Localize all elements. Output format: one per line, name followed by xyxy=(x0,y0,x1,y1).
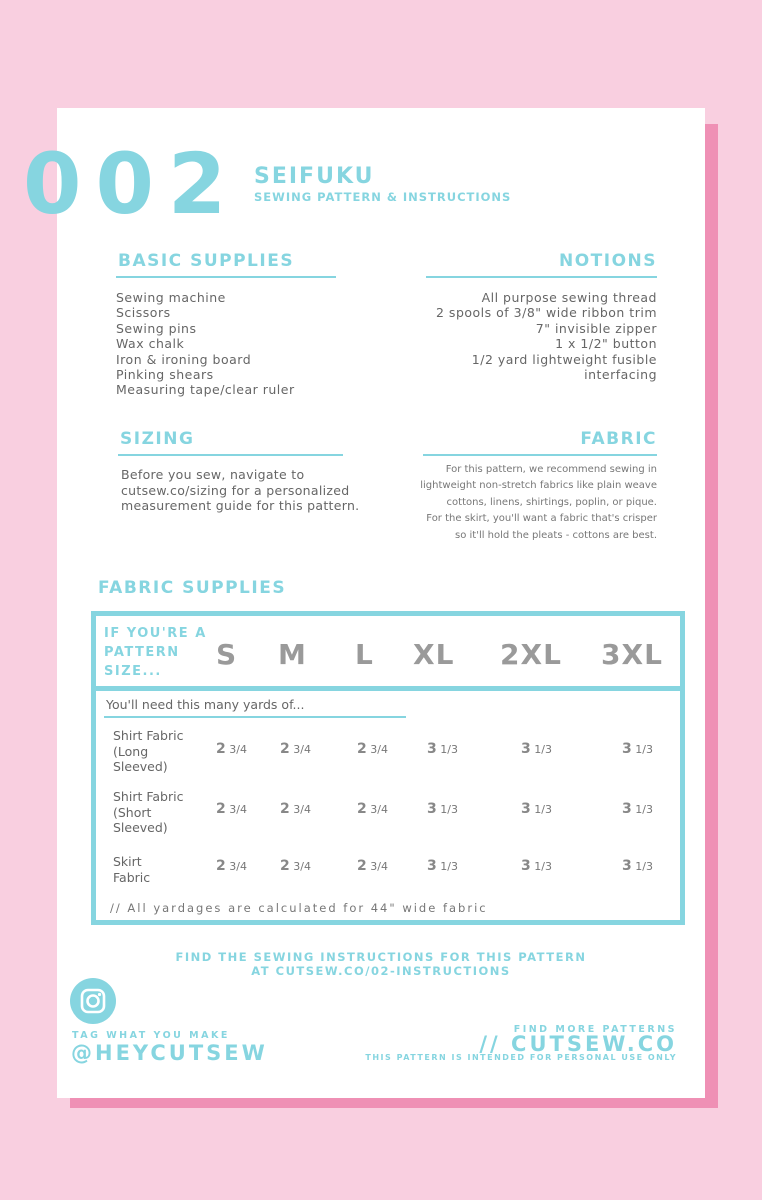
basic-supplies-heading: BASIC SUPPLIES xyxy=(118,251,295,271)
table-divider xyxy=(96,686,680,691)
basic-supplies-rule xyxy=(116,276,336,278)
table-cell: 3 1/3 xyxy=(521,858,552,874)
if-size-label: IF YOU'RE A PATTERN SIZE... xyxy=(104,626,207,679)
table-cell: 2 3/4 xyxy=(216,858,247,874)
table-cell: 3 1/3 xyxy=(427,801,458,817)
sizing-rule xyxy=(118,454,343,456)
list-item: All purpose sewing thread xyxy=(481,290,657,305)
list-item: 1 x 1/2" button xyxy=(555,336,657,352)
size-header: 3XL xyxy=(601,638,663,671)
instagram-glyph xyxy=(70,978,116,1024)
table-cell: 3 1/3 xyxy=(622,801,653,817)
instagram-icon[interactable] xyxy=(70,978,116,1024)
yardage-label: You'll need this many yards of... xyxy=(106,697,305,712)
table-cell: 2 3/4 xyxy=(216,741,247,757)
list-item: Pinking shears xyxy=(116,367,214,383)
personal-use-note: THIS PATTERN IS INTENDED FOR PERSONAL USE ONLY xyxy=(365,1053,677,1062)
table-cell: 2 3/4 xyxy=(280,741,311,757)
pattern-subtitle: SEWING PATTERN & INSTRUCTIONS xyxy=(254,190,512,204)
list-item: 1/2 yard lightweight fusible xyxy=(471,351,657,367)
fabric-supplies-table xyxy=(91,611,685,925)
table-cell: 3 1/3 xyxy=(521,741,552,757)
pattern-number: 002 xyxy=(23,135,241,233)
instructions-line-1: FIND THE SEWING INSTRUCTIONS FOR THIS PATTERN xyxy=(175,950,587,964)
size-header: 2XL xyxy=(500,638,562,671)
table-cell: 2 3/4 xyxy=(280,858,311,874)
fabric-heading: FABRIC xyxy=(580,429,657,449)
table-cell: 3 1/3 xyxy=(427,858,458,874)
instagram-handle[interactable]: @HEYCUTSEW xyxy=(71,1041,268,1065)
notions-heading: NOTIONS xyxy=(558,251,657,271)
list-item: Sewing pins xyxy=(116,320,197,336)
table-cell: 3 1/3 xyxy=(521,801,552,817)
site-link[interactable]: // CUTSEW.CO xyxy=(479,1032,677,1056)
table-cell: 2 3/4 xyxy=(216,801,247,817)
size-header: XL xyxy=(413,638,455,671)
size-header: L xyxy=(355,638,374,671)
table-cell: 3 1/3 xyxy=(622,858,653,874)
size-header: S xyxy=(216,638,238,671)
table-cell: 2 3/4 xyxy=(357,741,388,757)
find-more-text: FIND MORE PATTERNS xyxy=(513,1024,677,1035)
list-item: Scissors xyxy=(116,305,171,321)
table-cell: 3 1/3 xyxy=(622,741,653,757)
sizing-text: Before you sew, navigate to cutsew.co/sizing for a personalized measurement guide for this pattern. xyxy=(121,467,360,513)
table-row-label: Skirt Fabric xyxy=(113,854,151,885)
list-item: Sewing machine xyxy=(116,290,226,305)
tag-text: TAG WHAT YOU MAKE xyxy=(72,1030,230,1041)
list-item: Wax chalk xyxy=(116,336,185,352)
table-cell: 2 3/4 xyxy=(357,858,388,874)
instructions-line-2[interactable]: AT CUTSEW.CO/02-INSTRUCTIONS xyxy=(251,964,511,978)
list-item: interfacing xyxy=(584,367,657,383)
fabric-rule xyxy=(423,454,657,456)
sizing-heading: SIZING xyxy=(120,429,195,449)
pattern-title: SEIFUKU xyxy=(254,164,375,189)
notions-rule xyxy=(426,276,657,278)
table-row-label: Shirt Fabric (Short Sleeved) xyxy=(113,789,184,835)
table-row-label: Shirt Fabric (Long Sleeved) xyxy=(113,728,184,774)
table-cell: 2 3/4 xyxy=(357,801,388,817)
yardage-footnote: // All yardages are calculated for 44" wide fabric xyxy=(110,901,488,915)
table-cell: 2 3/4 xyxy=(280,801,311,817)
list-item: 2 spools of 3/8" wide ribbon trim xyxy=(436,305,657,321)
fabric-supplies-heading: FABRIC SUPPLIES xyxy=(98,578,287,598)
list-item: Iron & ironing board xyxy=(116,351,252,367)
list-item: Measuring tape/clear ruler xyxy=(116,382,295,398)
yardage-rule xyxy=(104,716,406,718)
size-header: M xyxy=(278,638,307,671)
basic-supplies-list xyxy=(116,290,295,398)
pattern-sheet xyxy=(23,108,705,1098)
fabric-text: For this pattern, we recommend sewing in lightweight non-stretch fabrics like plain weave cottons, linens, shirtings, poplin, or pique. For the skirt, you'll want a fabric that's crisper so it'll hold the pleats - cottons are best. xyxy=(420,464,657,541)
notions-list xyxy=(436,290,657,382)
table-cell: 3 1/3 xyxy=(427,741,458,757)
list-item: 7" invisible zipper xyxy=(535,320,657,336)
